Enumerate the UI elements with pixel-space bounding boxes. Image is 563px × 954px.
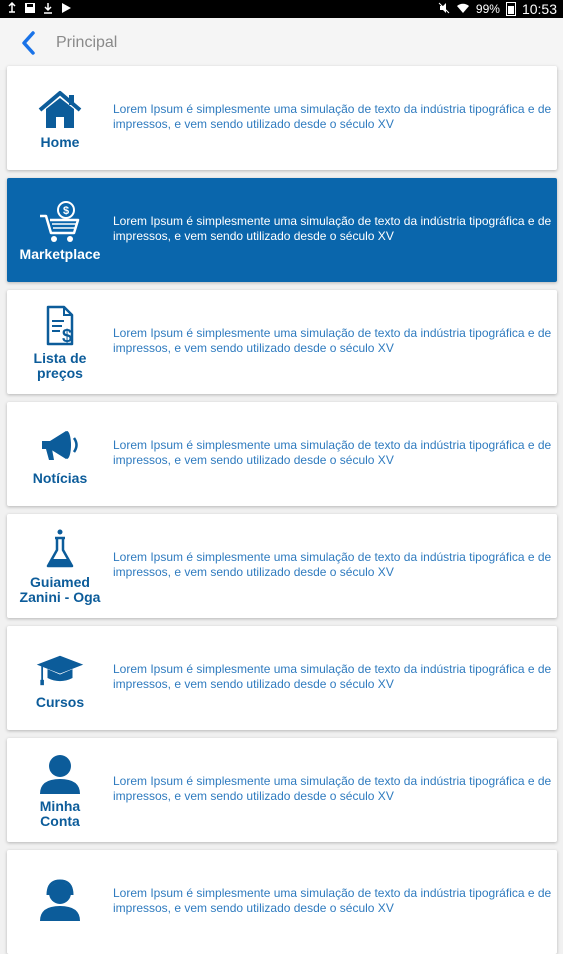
menu-item-minha-conta[interactable] — [7, 738, 557, 842]
app-bar — [0, 18, 563, 70]
menu-item-home[interactable] — [7, 66, 557, 170]
status-bar — [0, 0, 563, 18]
svg-text:$: $ — [61, 326, 73, 346]
shopping-cart-icon — [35, 199, 85, 245]
menu-item-cursos[interactable] — [7, 626, 557, 730]
menu-item-icon-box — [7, 178, 113, 282]
menu-item-description: Lorem Ipsum é simplesmente uma simulação de texto da indústria tipográfica e de impressos, e vem sendo utilizado desde o século XV — [113, 886, 552, 915]
menu-item-noticias[interactable] — [7, 402, 557, 506]
graduation-cap-icon — [35, 647, 85, 693]
usb-icon — [6, 2, 18, 14]
menu-item-icon-box — [7, 290, 113, 394]
menu-item-label: Minha Conta — [39, 798, 81, 829]
battery-percent: 99% — [475, 2, 500, 16]
menu-item-description: Lorem Ipsum é simplesmente uma simulação de texto da indústria tipográfica e de impressos, e vem sendo utilizado desde o século XV — [113, 326, 552, 355]
notification-icons — [6, 2, 72, 14]
menu-item-description: Lorem Ipsum é simplesmente uma simulação de texto da indústria tipográfica e de impressos, e vem sendo utilizado desde o século XV — [113, 102, 552, 131]
menu-item-icon-box — [7, 66, 113, 170]
menu-item-icon-box — [7, 850, 113, 954]
megaphone-icon — [35, 423, 85, 469]
menu-item-description: Lorem Ipsum é simplesmente uma simulação de texto da indústria tipográfica e de impressos, e vem sendo utilizado desde o século XV — [113, 438, 552, 467]
menu-item-lista-de-precos[interactable] — [7, 290, 557, 394]
user-icon — [35, 751, 85, 797]
menu-item-support[interactable] — [7, 850, 557, 954]
document-dollar-icon — [35, 303, 85, 349]
menu-item-label: Guiamed Zanini - Oga — [19, 574, 101, 605]
svg-text:$: $ — [62, 204, 70, 217]
menu-item-icon-box — [7, 514, 113, 618]
mute-icon — [438, 2, 450, 17]
menu-item-icon-box — [7, 402, 113, 506]
save-icon — [24, 2, 36, 14]
clock: 10:53 — [521, 1, 557, 17]
menu-item-guiamed[interactable] — [7, 514, 557, 618]
menu-item-description: Lorem Ipsum é simplesmente uma simulação de texto da indústria tipográfica e de impressos, e vem sendo utilizado desde o século XV — [113, 214, 552, 243]
menu-item-marketplace[interactable] — [7, 178, 557, 282]
battery-icon — [506, 2, 516, 16]
play-store-icon — [60, 2, 72, 14]
menu-item-description: Lorem Ipsum é simplesmente uma simulação de texto da indústria tipográfica e de impressos, e vem sendo utilizado desde o século XV — [113, 662, 552, 691]
menu-item-label: Marketplace — [19, 245, 101, 262]
page-title: Principal — [56, 34, 118, 51]
system-status — [438, 1, 557, 17]
menu-item-icon-box — [7, 738, 113, 842]
menu-item-icon-box — [7, 626, 113, 730]
support-user-icon — [35, 878, 85, 924]
download-icon — [42, 2, 54, 14]
back-button[interactable] — [16, 28, 44, 58]
menu-item-label: Notícias — [32, 469, 88, 486]
menu-item-label: Home — [40, 133, 80, 150]
flask-icon — [35, 527, 85, 573]
wifi-icon — [456, 2, 470, 17]
menu-item-description: Lorem Ipsum é simplesmente uma simulação de texto da indústria tipográfica e de impressos, e vem sendo utilizado desde o século XV — [113, 774, 552, 803]
menu-item-label: Cursos — [35, 693, 85, 710]
home-icon — [35, 87, 85, 133]
menu-item-description: Lorem Ipsum é simplesmente uma simulação de texto da indústria tipográfica e de impressos, e vem sendo utilizado desde o século XV — [113, 550, 552, 579]
menu-item-label: Lista de preços — [33, 350, 87, 381]
chevron-left-icon — [16, 28, 44, 58]
